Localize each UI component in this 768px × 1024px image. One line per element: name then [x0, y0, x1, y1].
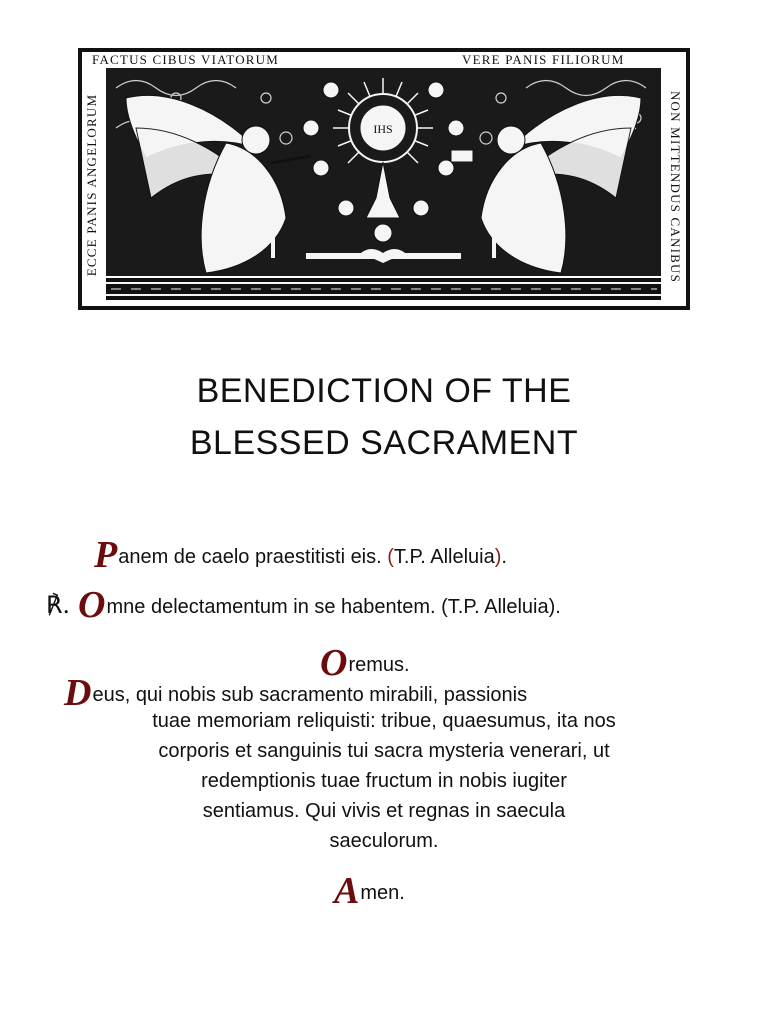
prayer-body	[64, 706, 704, 856]
border-text-right: NON MITTENDUS CANIBUS	[668, 90, 683, 284]
prayer-line-4: redemptionis tuae fructum in nobis iugiter	[201, 770, 567, 792]
amen-text: men.	[360, 882, 405, 904]
border-text-top-right: VERE PANIS FILIORUM	[462, 52, 625, 67]
ihs-monogram: IHS	[373, 122, 393, 136]
page-title-line-2: BLESSED SACRAMENT	[189, 424, 579, 462]
prayer-initial: D	[64, 672, 92, 714]
prayer-line-5: sentiamus. Qui vivis et regnas in saecula	[202, 800, 566, 822]
page-title-line-1: BENEDICTION OF THE	[196, 372, 572, 410]
response-symbol: ℟.	[46, 591, 71, 619]
prayer-line-3: corporis et sanguinis tui sacra mysteria venerari, ut	[158, 740, 610, 762]
versicle-paren-close: )	[494, 546, 502, 568]
oremus-text: remus.	[348, 654, 410, 676]
altar-base-ornament	[106, 278, 661, 300]
response-line	[46, 586, 561, 624]
response-initial: O	[78, 584, 106, 626]
oremus-initial: O	[320, 642, 348, 684]
monstrance-angels-illustration	[106, 68, 661, 276]
border-text-left: ECCE PANIS ANGELORUM	[84, 93, 99, 277]
versicle-text: anem de caelo praestitisti eis.	[118, 546, 388, 568]
versicle-line	[94, 536, 507, 574]
border-text-top-left: FACTUS CIBUS VIATORUM	[92, 52, 280, 67]
versicle-initial: P	[94, 534, 118, 576]
versicle-paren-open: (	[387, 546, 394, 568]
amen-line	[334, 872, 405, 910]
amen-initial: A	[334, 870, 360, 912]
response-text: mne delectamentum in se habentem. (T.P. Alleluia).	[106, 596, 561, 618]
prayer-line-2: tuae memoriam reliquisti: tribue, quaesumus, ita nos	[152, 710, 616, 732]
prayer-line-6: saeculorum.	[329, 830, 439, 852]
prayer-line-1: eus, qui nobis sub sacramento mirabili, passionis	[92, 684, 528, 706]
versicle-end: .	[501, 546, 507, 568]
versicle-alleluia: T.P. Alleluia	[393, 546, 495, 568]
